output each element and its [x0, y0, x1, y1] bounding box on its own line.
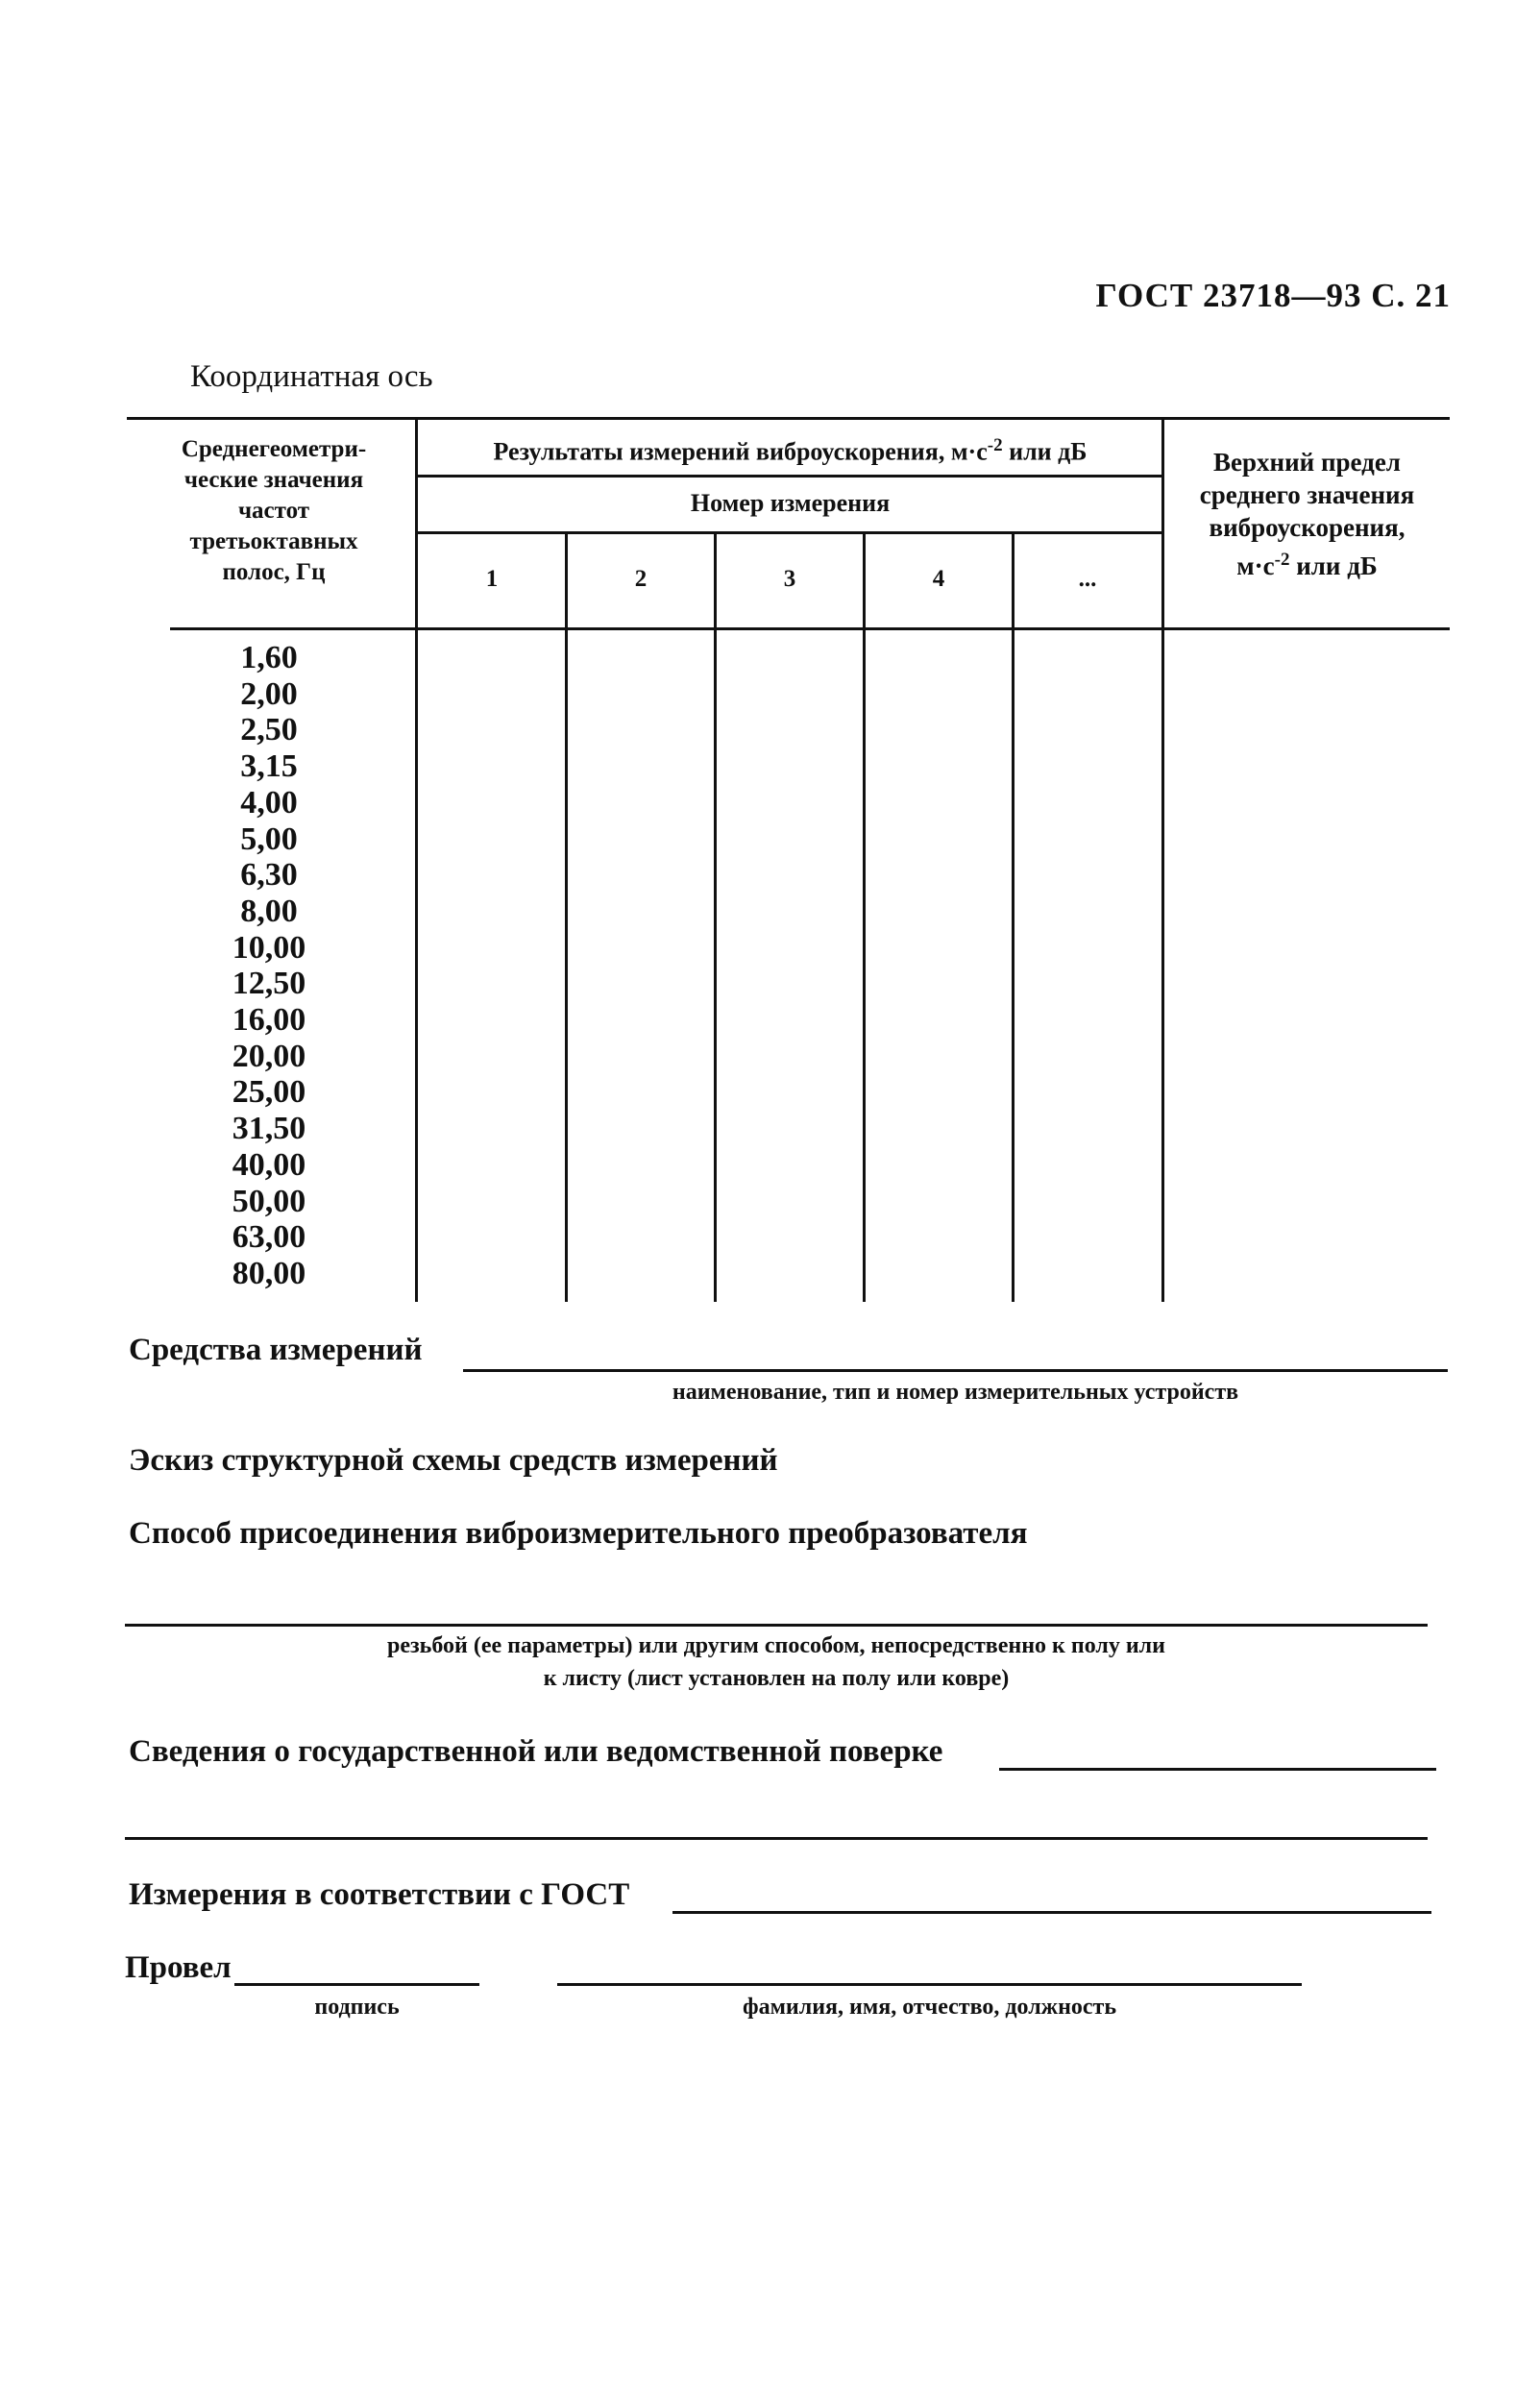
name-caption: фамилия, имя, отчество, должность [742, 1995, 1117, 2020]
frequency-value: 3,15 [240, 748, 298, 785]
table-col-divider-1 [565, 531, 568, 1302]
header-measurement-col-more: ... [1078, 566, 1097, 592]
header-measurement-col-2: 2 [634, 566, 648, 592]
frequency-value: 1,60 [240, 640, 298, 675]
header-upper-limit-unit-line [1164, 544, 1450, 582]
header-frequency-line: полос, Гц [222, 559, 326, 585]
frequency-value: 12,50 [232, 966, 306, 1002]
gost-fill-line[interactable] [672, 1911, 1431, 1914]
header-measurement-col-1: 1 [485, 566, 499, 592]
attachment-caption-line1: резьбой (ее параметры) или другим способом, непосредственно к полу или [387, 1633, 1165, 1658]
signature-caption: подпись [314, 1995, 400, 2020]
instruments-label: Средства измерений [129, 1333, 423, 1367]
table-col-divider-2 [714, 531, 717, 1302]
header-frequency-line: Среднегеометри- [181, 436, 367, 462]
frequency-value: 25,00 [232, 1074, 306, 1111]
header-results-text: Результаты измерений виброускорения, м·с [493, 437, 988, 466]
header-upper-limit-suffix: или дБ [1289, 551, 1378, 580]
header-upper-limit-line: среднего значения [1199, 480, 1415, 509]
frequency-value: 63,00 [232, 1219, 306, 1256]
header-measurement-col-4: 4 [932, 566, 945, 592]
frequency-value: 40,00 [232, 1146, 306, 1183]
verification-label: Сведения о государственной или ведомственной поверке [129, 1734, 943, 1769]
header-measurement-number: Номер измерения [690, 489, 891, 517]
table-col-divider-freq [415, 417, 418, 1302]
table-number-rule [417, 531, 1163, 534]
header-results [419, 430, 1161, 468]
instruments-fill-line[interactable] [463, 1369, 1448, 1372]
frequency-value: 4,00 [240, 784, 298, 821]
table-col-divider-4 [1012, 531, 1014, 1302]
header-frequency-column [134, 434, 413, 588]
gost-label: Измерения в соответствии с ГОСТ [129, 1877, 630, 1912]
verification-fill-line-2[interactable] [125, 1837, 1428, 1840]
frequency-value: 5,00 [240, 821, 298, 857]
frequency-list [173, 640, 365, 1292]
header-measurement-col-3: 3 [783, 566, 796, 592]
frequency-value: 50,00 [232, 1183, 306, 1219]
conducted-label: Провел [125, 1950, 232, 1985]
frequency-value: 6,30 [240, 857, 298, 894]
verification-fill-line[interactable] [999, 1768, 1436, 1771]
header-frequency-line: ческие значения [183, 467, 364, 493]
header-frequency-line: третьоктавных [189, 528, 358, 554]
frequency-value: 80,00 [232, 1255, 306, 1291]
name-fill-line[interactable] [557, 1983, 1302, 1986]
table-results-rule [417, 475, 1163, 478]
attachment-fill-line[interactable] [125, 1624, 1428, 1627]
header-upper-limit-sup: -2 [1274, 550, 1290, 570]
attachment-label: Способ присоединения виброизмерительного преобразователя [129, 1516, 1028, 1551]
header-upper-limit-unit: м·с [1236, 551, 1275, 580]
header-upper-limit-line: виброускорения, [1209, 513, 1406, 542]
instruments-caption: наименование, тип и номер измерительных устройств [672, 1380, 1239, 1405]
table-col-divider-3 [863, 531, 866, 1302]
frequency-value: 10,00 [232, 929, 306, 966]
header-frequency-line: частот [237, 498, 310, 524]
coordinate-axis-label: Координатная ось [190, 359, 433, 394]
header-results-sup: -2 [987, 435, 1003, 455]
signature-fill-line[interactable] [234, 1983, 479, 1986]
header-upper-limit [1164, 446, 1450, 582]
frequency-value: 16,00 [232, 1002, 306, 1039]
header-upper-limit-line: Верхний предел [1213, 448, 1401, 477]
frequency-value: 2,00 [240, 675, 298, 712]
header-results-suffix: или дБ [1002, 437, 1088, 466]
sketch-label: Эскиз структурной схемы средств измерений [129, 1443, 778, 1478]
frequency-value: 2,50 [240, 712, 298, 748]
page-header-doc-ref: ГОСТ 23718—93 С. 21 [1095, 277, 1451, 314]
attachment-caption-line2: к листу (лист установлен на полу или ковре) [543, 1666, 1010, 1691]
table-header-bottom-rule [170, 627, 1450, 630]
frequency-value: 8,00 [240, 893, 298, 929]
table-top-rule [127, 417, 1450, 420]
frequency-value: 31,50 [232, 1111, 306, 1147]
frequency-value: 20,00 [232, 1038, 306, 1074]
